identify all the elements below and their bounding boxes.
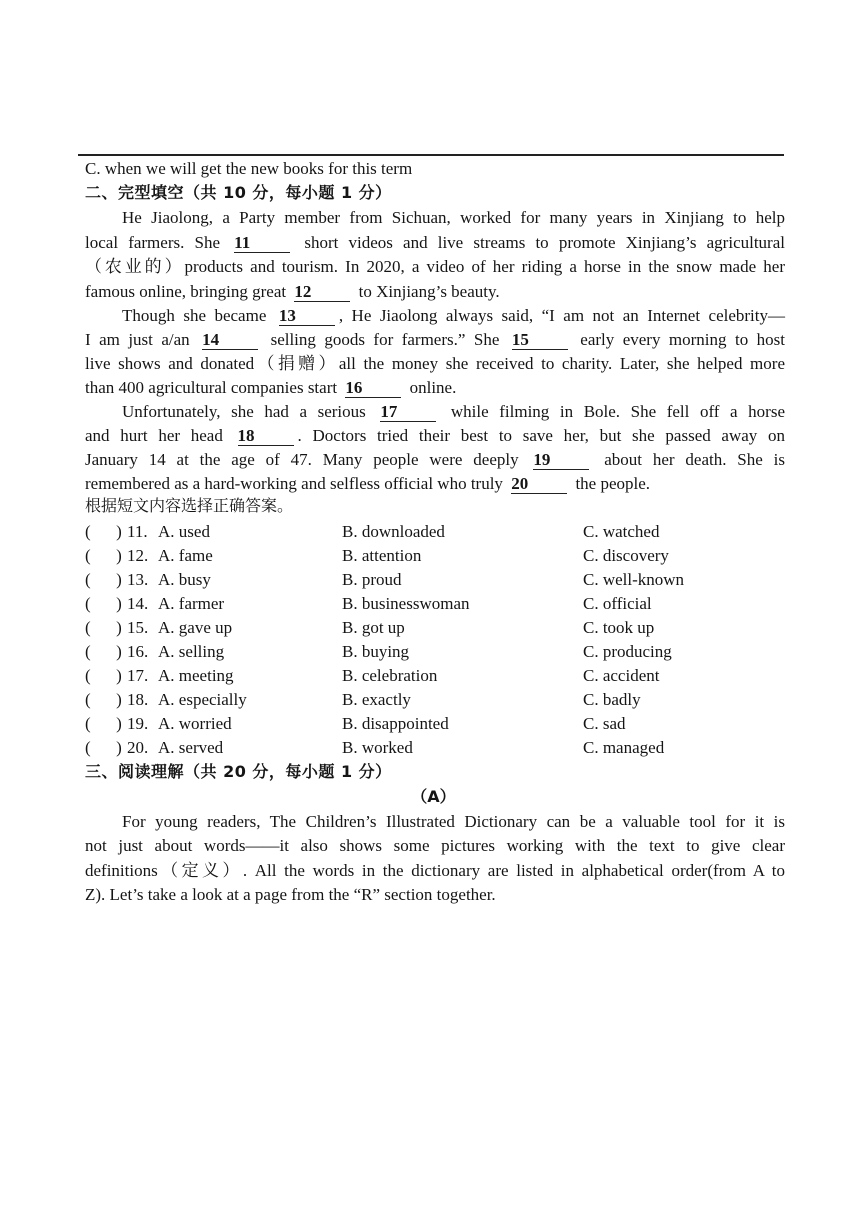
option-a: A. meeting (158, 666, 234, 685)
option-b: B. buying (342, 642, 410, 661)
question-number: 12. (127, 546, 149, 565)
cloze-passage-line (85, 328, 785, 352)
cloze-passage-line (85, 231, 785, 255)
option-c: C. took up (583, 618, 655, 637)
option-c: C. managed (583, 738, 665, 757)
question-number: 16. (127, 642, 149, 661)
passage-text: online. (405, 378, 457, 397)
cloze-passage-line (85, 424, 785, 448)
option-a: A. busy (158, 570, 211, 589)
passage-text: . Doctors tried their best to save her, but she passed away on (297, 426, 786, 445)
option-c: C. producing (583, 642, 672, 661)
question-number: 15. (127, 618, 149, 637)
question-number: 18. (127, 690, 149, 709)
option-b: B. celebration (342, 666, 438, 685)
passage-text: than 400 agricultural companies start (85, 378, 342, 397)
option-a: A. used (158, 522, 210, 541)
passage-a-subtitle: （A） (411, 787, 456, 806)
question-row-18 (85, 688, 785, 712)
cloze-passage-line (85, 280, 785, 304)
cloze-passage-line (85, 472, 785, 496)
reading-passage-line: not just about words——it also shows some pictures working with the text to give clear (85, 836, 785, 855)
passage-text: short videos and live streams to promote Xinjiang’s agricultural (294, 233, 785, 252)
question-row-14 (85, 592, 785, 616)
passage-text: about her death. She is (593, 450, 785, 469)
option-b: B. proud (342, 570, 402, 589)
option-a: A. worried (158, 714, 232, 733)
passage-text: He Jiaolong, a Party member from Sichuan, worked for many years in Xinjiang to help (122, 208, 785, 227)
answer-blank[interactable]: ( ) (85, 594, 122, 613)
reading-passage-line: For young readers, The Children’s Illustrated Dictionary can be a valuable tool for it is (122, 812, 785, 831)
option-a: A. farmer (158, 594, 225, 613)
option-b: B. exactly (342, 690, 411, 709)
passage-text: Though she became (122, 306, 275, 325)
passage-text: the people. (571, 474, 651, 493)
option-c: C. sad (583, 714, 626, 733)
option-c: C. well-known (583, 570, 685, 589)
question-number: 14. (127, 594, 149, 613)
option-b: B. disappointed (342, 714, 449, 733)
answer-blank[interactable]: ( ) (85, 666, 122, 685)
cloze-passage-line (85, 255, 785, 279)
answer-blank[interactable]: ( ) (85, 618, 122, 637)
option-c: C. accident (583, 666, 660, 685)
option-b: B. attention (342, 546, 422, 565)
passage-text: and hurt her head (85, 426, 234, 445)
answer-blank[interactable]: ( ) (85, 690, 122, 709)
passage-text: while filming in Bole. She fell off a horse (440, 402, 785, 421)
cloze-blank-15: 15 (512, 331, 568, 350)
question-row-13 (85, 568, 785, 592)
passage-text: local farmers. She (85, 233, 231, 252)
question-row-16 (85, 640, 785, 664)
question-number: 17. (127, 666, 149, 685)
previous-question-option-c: C. when we will get the new books for this term (85, 159, 413, 178)
passage-text: live shows and donated（捐赠）all the money she received to charity. Later, she helped more (85, 354, 785, 373)
answer-blank[interactable]: ( ) (85, 570, 122, 589)
option-a: A. especially (158, 690, 247, 709)
question-row-15 (85, 616, 785, 640)
passage-text: Unfortunately, she had a serious (122, 402, 377, 421)
reading-passage-line: Z). Let’s take a look at a page from the “R” section together. (85, 885, 496, 904)
passage-text: remembered as a hard-working and selfless official who truly (85, 474, 508, 493)
cloze-passage-line (85, 352, 785, 376)
passage-text: （农业的）products and tourism. In 2020, a video of her riding a horse in the snow made her (85, 257, 785, 276)
passage-text: early every morning to host (571, 330, 785, 349)
question-number: 11. (127, 522, 148, 541)
cloze-blank-17: 17 (380, 403, 436, 422)
option-a: A. served (158, 738, 224, 757)
answer-blank[interactable]: ( ) (85, 642, 122, 661)
answer-blank[interactable]: ( ) (85, 738, 122, 757)
cloze-passage-line (122, 206, 785, 230)
option-b: B. downloaded (342, 522, 445, 541)
option-c: C. watched (583, 522, 660, 541)
question-row-12 (85, 544, 785, 568)
option-b: B. worked (342, 738, 413, 757)
option-a: A. fame (158, 546, 213, 565)
top-divider (78, 154, 784, 156)
question-row-20 (85, 736, 785, 760)
answer-blank[interactable]: ( ) (85, 546, 122, 565)
option-c: C. official (583, 594, 652, 613)
cloze-instruction: 根据短文内容选择正确答案。 (85, 496, 294, 515)
question-row-17 (85, 664, 785, 688)
question-number: 19. (127, 714, 149, 733)
cloze-passage-line (85, 448, 785, 472)
answer-blank[interactable]: ( ) (85, 714, 122, 733)
question-row-19 (85, 712, 785, 736)
cloze-blank-20: 20 (511, 475, 567, 494)
option-a: A. gave up (158, 618, 233, 637)
cloze-blank-13: 13 (279, 307, 335, 326)
cloze-blank-12: 12 (294, 283, 350, 302)
passage-text: to Xinjiang’s beauty. (354, 282, 500, 301)
cloze-blank-19: 19 (533, 451, 589, 470)
option-c: C. badly (583, 690, 641, 709)
passage-text: selling goods for farmers.” She (262, 330, 508, 349)
cloze-blank-18: 18 (238, 427, 294, 446)
question-number: 20. (127, 738, 149, 757)
answer-blank[interactable]: ( ) (85, 522, 122, 541)
question-number: 13. (127, 570, 149, 589)
cloze-passage-line (122, 400, 785, 424)
passage-text: , He Jiaolong always said, “I am not an Internet celebrity— (338, 306, 785, 325)
cloze-blank-14: 14 (202, 331, 258, 350)
cloze-passage-line (122, 304, 785, 328)
cloze-blank-16: 16 (345, 379, 401, 398)
option-b: B. got up (342, 618, 405, 637)
passage-text: January 14 at the age of 47. Many people were deeply (85, 450, 530, 469)
cloze-blank-11: 11 (234, 234, 290, 253)
option-a: A. selling (158, 642, 225, 661)
passage-text: I am just a/an (85, 330, 199, 349)
question-row-11 (85, 520, 785, 544)
passage-text: famous online, bringing great (85, 282, 291, 301)
cloze-passage-line (85, 376, 785, 400)
option-b: B. businesswoman (342, 594, 470, 613)
option-c: C. discovery (583, 546, 669, 565)
reading-passage-line: definitions（定义）. All the words in the dictionary are listed in alphabetical order(from A to (85, 861, 785, 880)
section-2-heading: 二、完型填空（共 10 分，每小题 1 分） (85, 183, 392, 202)
section-3-heading: 三、阅读理解（共 20 分，每小题 1 分） (85, 762, 392, 781)
